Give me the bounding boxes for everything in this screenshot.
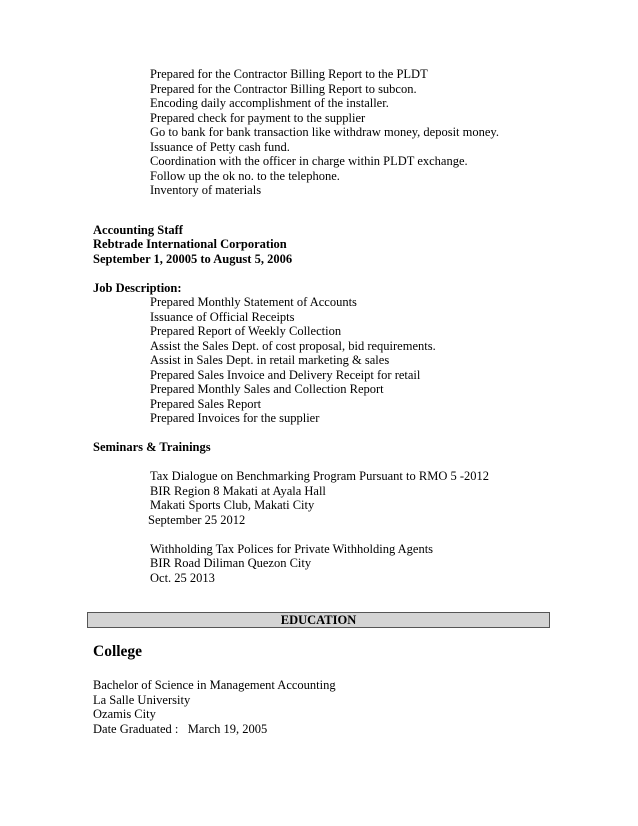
duty-line: Issuance of Petty cash fund. <box>150 140 290 154</box>
seminar-line: BIR Region 8 Makati at Ayala Hall <box>150 484 326 498</box>
duty-line: Encoding daily accomplishment of the installer. <box>150 96 389 110</box>
job-period: September 1, 20005 to August 5, 2006 <box>93 252 293 266</box>
seminar-line: Withholding Tax Polices for Private Withholding Agents <box>150 542 434 556</box>
education-line: Date Graduated : March 19, 2005 <box>93 722 268 736</box>
seminars-heading: Seminars & Trainings <box>93 440 211 454</box>
duty-line: Assist the Sales Dept. of cost proposal, bid requirements. <box>150 339 436 353</box>
duty-line: Go to bank for bank transaction like withdraw money, deposit money. <box>150 125 499 139</box>
duty-line: Prepared Monthly Statement of Accounts <box>150 295 357 309</box>
duty-line: Inventory of materials <box>150 183 262 197</box>
duty-line: Coordination with the officer in charge within PLDT exchange. <box>150 154 468 168</box>
duty-line: Prepared for the Contractor Billing Report to the PLDT <box>150 67 428 81</box>
seminar-line: September 25 2012 <box>148 513 246 527</box>
duty-line: Prepared Invoices for the supplier <box>150 411 320 425</box>
duty-line: Prepared check for payment to the supplier <box>150 111 366 125</box>
duty-line: Prepared Sales Report <box>150 397 262 411</box>
duty-line: Assist in Sales Dept. in retail marketing & sales <box>150 353 390 367</box>
seminar-line: Makati Sports Club, Makati City <box>150 498 315 512</box>
education-line: Bachelor of Science in Management Accounting <box>93 678 336 692</box>
job-description-heading: Job Description: <box>93 281 182 295</box>
education-line: La Salle University <box>93 693 191 707</box>
seminar-line: BIR Road Diliman Quezon City <box>150 556 312 570</box>
job-company: Rebtrade International Corporation <box>93 237 287 251</box>
job-title: Accounting Staff <box>93 223 183 237</box>
education-level: College <box>93 643 143 660</box>
duty-line: Prepared for the Contractor Billing Report to subcon. <box>150 82 417 96</box>
seminar-line: Oct. 25 2013 <box>150 571 215 585</box>
duty-line: Follow up the ok no. to the telephone. <box>150 169 340 183</box>
duty-line: Prepared Report of Weekly Collection <box>150 324 342 338</box>
seminar-line: Tax Dialogue on Benchmarking Program Pursuant to RMO 5 -2012 <box>150 469 490 483</box>
duty-line: Issuance of Official Receipts <box>150 310 295 324</box>
duty-line: Prepared Sales Invoice and Delivery Receipt for retail <box>150 368 421 382</box>
education-section-bar: EDUCATION <box>87 612 550 628</box>
duty-line: Prepared Monthly Sales and Collection Report <box>150 382 384 396</box>
education-line: Ozamis City <box>93 707 156 721</box>
